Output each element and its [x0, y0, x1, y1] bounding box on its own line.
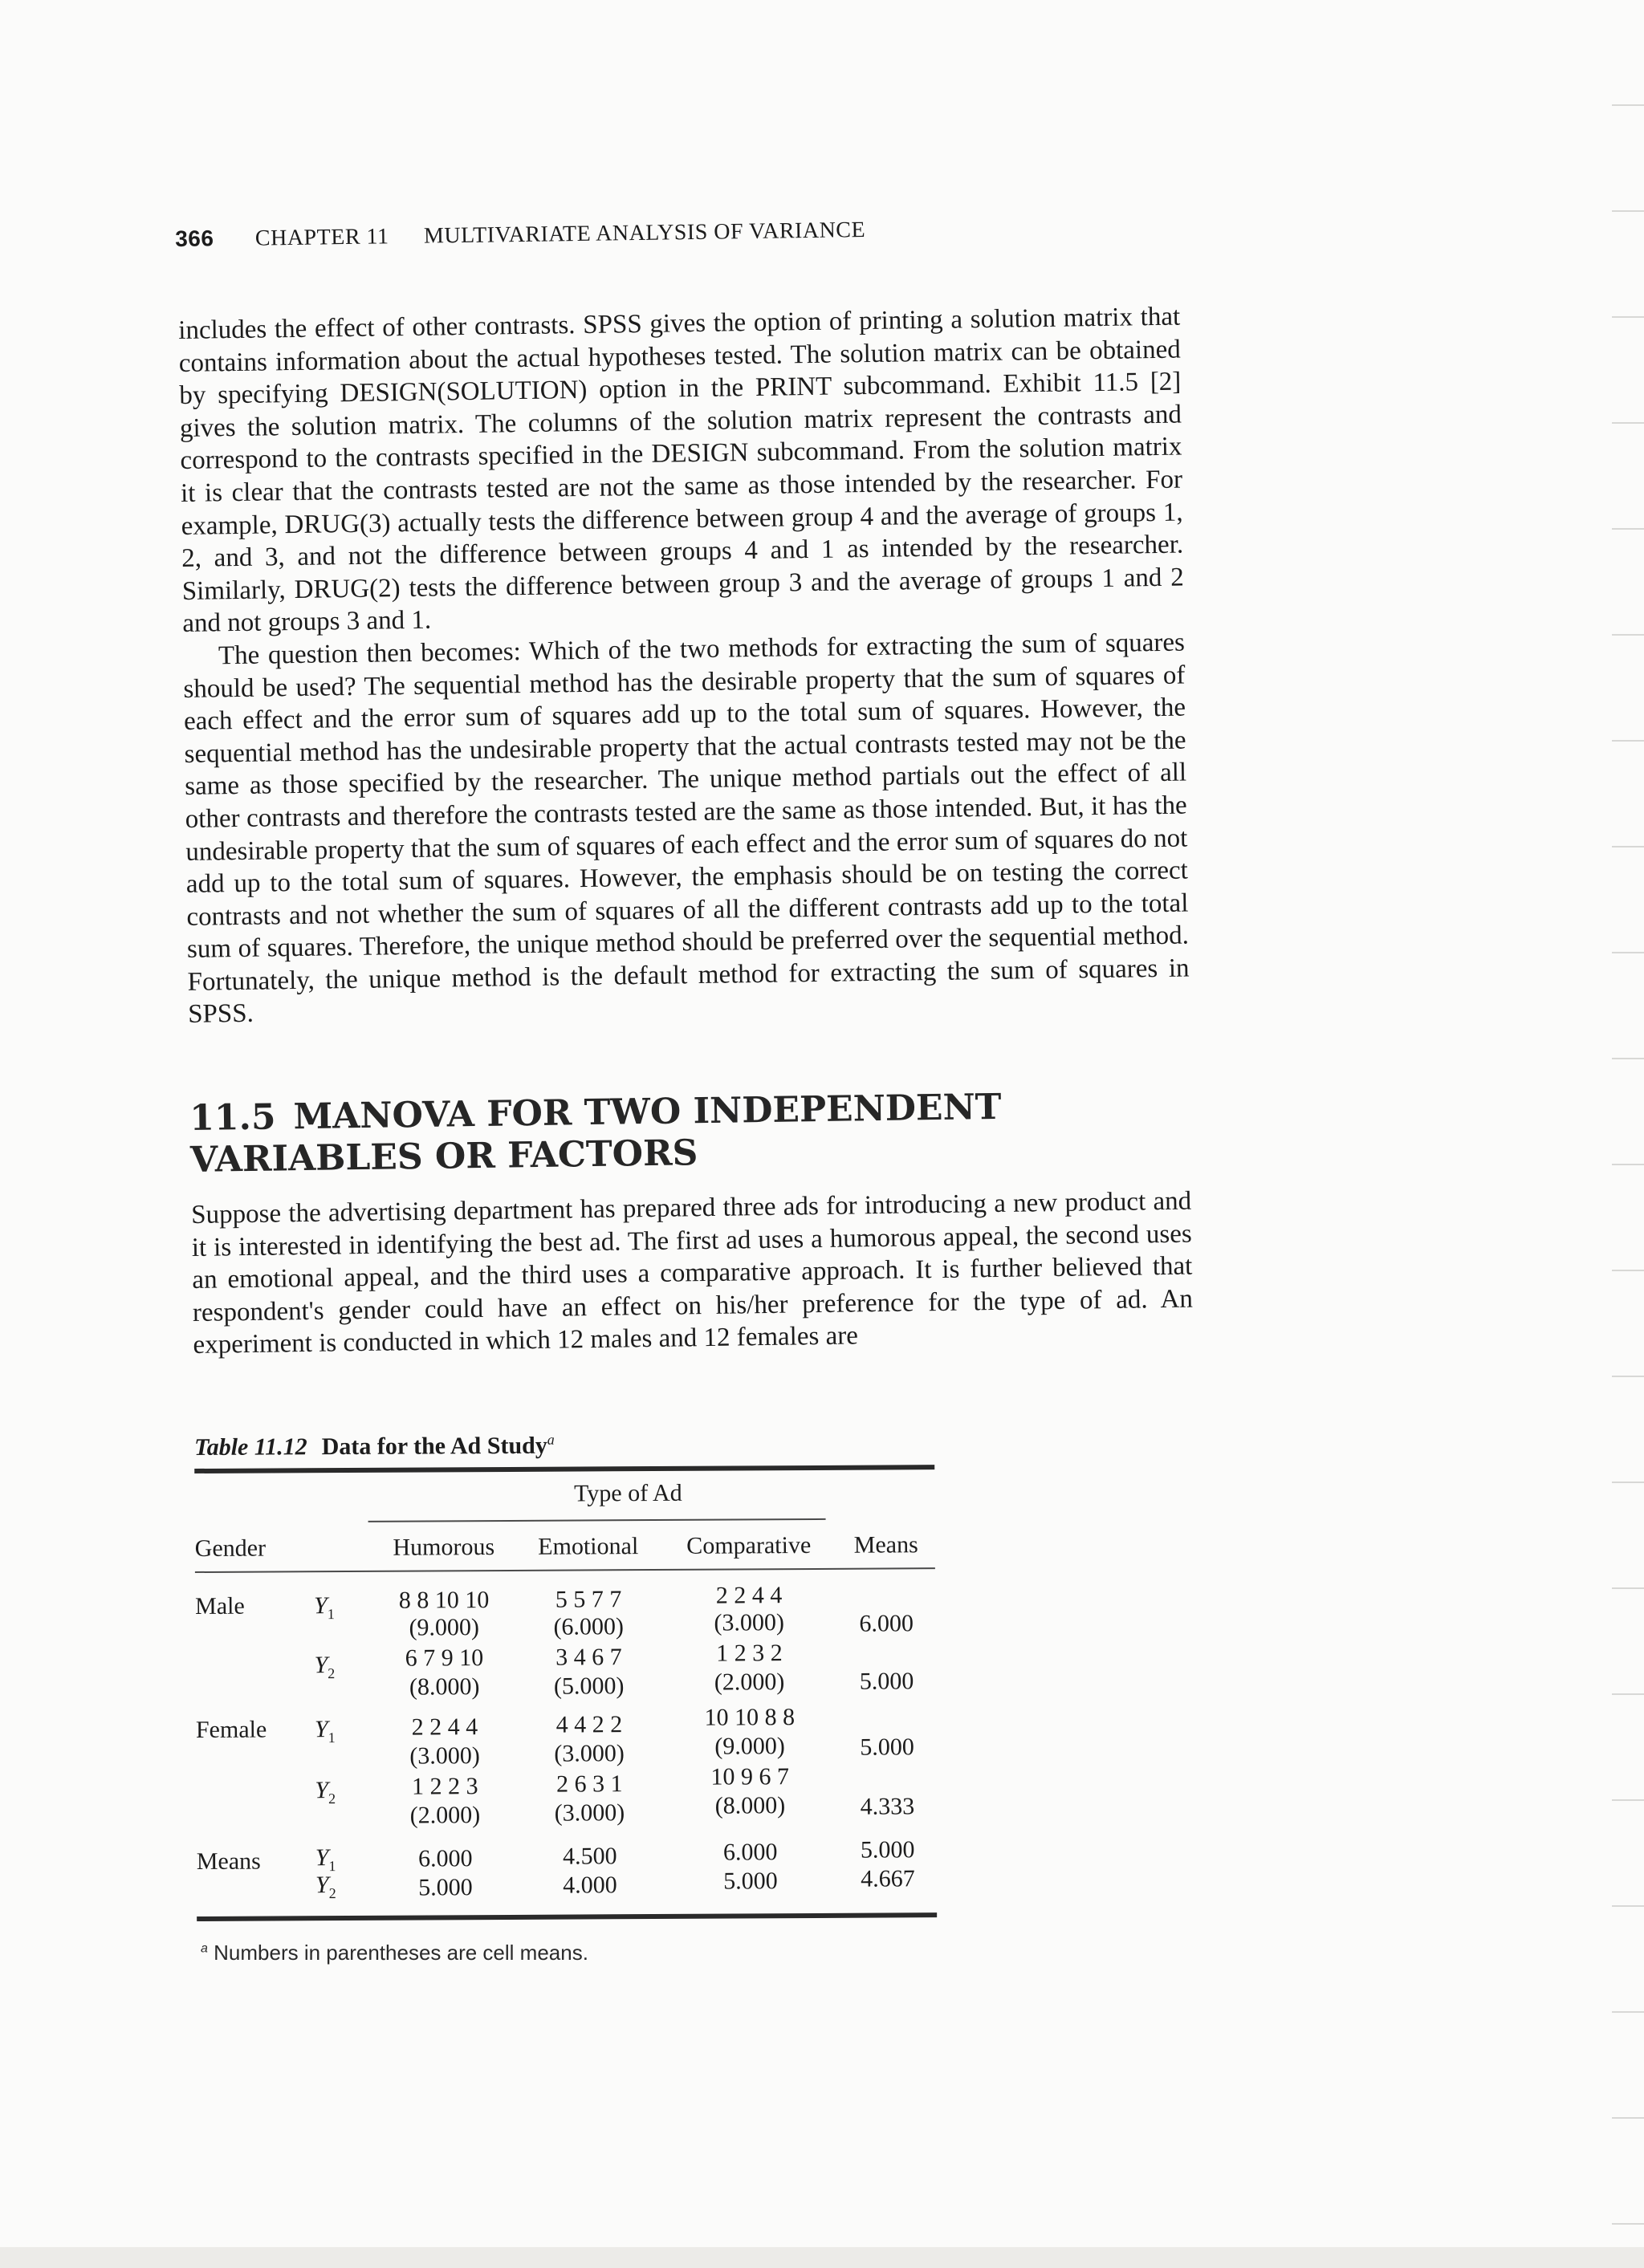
female-y1-comparative-mean: (9.000)	[714, 1733, 785, 1760]
male-y2-humorous-mean: (8.000)	[409, 1673, 480, 1701]
body-text	[178, 301, 1190, 1031]
var-y1: $Y_1$	[314, 1592, 335, 1623]
var-y1: $Y_1$	[315, 1844, 336, 1875]
male-y2-humorous: 6 7 9 10	[405, 1644, 484, 1672]
female-y1-emotional-mean: (3.000)	[554, 1740, 625, 1767]
means-y1-humorous: 6.000	[417, 1845, 473, 1872]
chapter-label: CHAPTER 11	[254, 224, 389, 251]
female-y1-comparative: 10 10 8 8	[704, 1704, 796, 1731]
section-text	[191, 1185, 1194, 1362]
female-y2-emotional-mean: (3.000)	[554, 1799, 625, 1827]
spanner-rule	[368, 1518, 826, 1522]
scan-bottom-band	[0, 2247, 1644, 2268]
var-y2: $Y_2$	[315, 1777, 336, 1807]
var-y2: $Y_2$	[314, 1652, 336, 1682]
header-rule	[195, 1567, 935, 1573]
female-y1-row-mean: 5.000	[860, 1734, 914, 1761]
means-y1-emotional: 4.500	[562, 1843, 617, 1870]
header-comparative: Comparative	[686, 1531, 812, 1559]
male-y1-row-mean: 6.000	[859, 1610, 914, 1637]
male-y1-comparative-mean: (3.000)	[714, 1609, 785, 1636]
data-table	[194, 1429, 937, 1921]
female-y2-comparative-mean: (8.000)	[714, 1792, 786, 1819]
table-number: Table 11.12	[194, 1433, 307, 1461]
means-y2-comparative: 5.000	[723, 1868, 778, 1895]
header-means: Means	[853, 1531, 918, 1559]
female-y1-humorous-mean: (3.000)	[409, 1742, 480, 1770]
table-title-mark: a	[547, 1431, 555, 1448]
paragraph-2: The question then becomes: Which of the two methods for extracting the sum of squares should be used? The sequential method has the desirable property that the sum of squares of each effect and the error sum of squares add up to the total sum of squares. However, the sequential method has the undesirable property that the actual contrasts tested may not be the same as those specified by the researcher. The unique method partials out the effect of all other contrasts and therefore the contrasts tested are the same as those intended. But, it has the undesirable property that the sum of squares of each effect and the error sum of squares do not add up to the total sum of squares. However, the emphasis should be on testing the correct contrasts and not whether the sum of squares of all the different contrasts add up to the total sum of squares. Therefore, the unique method should be preferred over the sequential method. Fortunately, the unique method is the default method for extracting the sum of squares in SPSS.	[183, 628, 1190, 1030]
section-paragraph: Suppose the advertising department has prepared three ads for introducing a new product and it is interested in identifying the best ad. The first ad uses a humorous appeal, the second uses an emotional appeal, and the third uses a comparative approach. It is further believed that respondent's gender could have an effect on his/her preference for the type of ad. An experiment is conducted in which 12 males and 12 females are	[191, 1186, 1194, 1360]
male-y2-emotional: 3 4 6 7	[555, 1644, 622, 1671]
male-y2-comparative-mean: (2.000)	[714, 1668, 785, 1696]
row-label-female: Female	[195, 1716, 267, 1743]
var-y2: $Y_2$	[315, 1872, 336, 1902]
means-y2-row-mean: 4.667	[861, 1865, 915, 1892]
male-y1-emotional-mean: (6.000)	[553, 1613, 625, 1640]
page-number: 366	[175, 226, 214, 251]
female-y2-humorous: 1 2 2 3	[411, 1773, 478, 1800]
row-label-male: Male	[195, 1592, 245, 1620]
header-humorous: Humorous	[393, 1534, 495, 1561]
table-title: Data for the Ad Study	[321, 1432, 547, 1461]
section-title-line2: VARIABLES OR FACTORS	[189, 1132, 698, 1181]
header-gender: Gender	[194, 1534, 267, 1562]
footnote-text: Numbers in parentheses are cell means.	[214, 1941, 588, 1965]
header-emotional: Emotional	[538, 1533, 639, 1560]
table-caption	[194, 1429, 934, 1465]
male-y1-comparative: 2 2 4 4	[715, 1582, 783, 1609]
means-y2-humorous: 5.000	[418, 1874, 473, 1901]
female-y2-humorous-mean: (2.000)	[409, 1802, 481, 1829]
male-y2-row-mean: 5.000	[859, 1668, 914, 1695]
female-y2-comparative: 10 9 6 7	[710, 1763, 790, 1790]
section-title-line1: MANOVA FOR TWO INDEPENDENT	[293, 1086, 1002, 1138]
female-y2-row-mean: 4.333	[860, 1793, 915, 1820]
table-bottom-rule	[197, 1912, 937, 1921]
means-y1-row-mean: 5.000	[860, 1836, 915, 1864]
table-footnote	[201, 1941, 588, 1965]
section-heading	[189, 1086, 1073, 1181]
running-head	[175, 212, 1186, 253]
footnote-mark: a	[201, 1941, 208, 1956]
male-y2-comparative: 1 2 3 2	[716, 1640, 783, 1667]
male-y1-humorous: 8 8 10 10	[398, 1587, 490, 1614]
row-label-means: Means	[196, 1847, 261, 1875]
page-edge	[1612, 0, 1644, 2268]
chapter-title: MULTIVARIATE ANALYSIS OF VARIANCE	[423, 217, 866, 249]
section-number: 11.5	[189, 1096, 276, 1139]
means-y2-emotional: 4.000	[563, 1872, 617, 1899]
female-y2-emotional: 2 6 3 1	[555, 1770, 623, 1798]
male-y1-humorous-mean: (9.000)	[409, 1614, 480, 1641]
var-y1: $Y_1$	[314, 1716, 336, 1746]
female-y1-emotional: 4 4 2 2	[555, 1711, 623, 1738]
paragraph-1: includes the effect of other contrasts. SPSS gives the option of printing a solution matrix that contains information about the actual hypotheses tested. The solution matrix can be obtained by specifying DESIGN(SOLUTION) option in the PRINT subcommand. Exhibit 11.5 [2] gives the solution matrix. The columns of the solution matrix represent the contrasts and correspond to the contrasts specified in the DESIGN subcommand. From the solution matrix it is clear that the contrasts tested are not the same as those intended by the researcher. For example, DRUG(3) actually tests the difference between group 4 and the average of groups 1, 2, and 3, and not the difference between groups 4 and 1 as intended by the researcher. Similarly, DRUG(2) tests the difference between group 3 and the average of groups 1 and 2 and not groups 3 and 1.	[178, 302, 1184, 639]
female-y1-humorous: 2 2 4 4	[411, 1713, 478, 1741]
spanner-type-of-ad: Type of Ad	[574, 1479, 682, 1507]
means-y1-comparative: 6.000	[722, 1839, 778, 1866]
male-y2-emotional-mean: (5.000)	[553, 1673, 625, 1700]
male-y1-emotional: 5 5 7 7	[555, 1586, 622, 1613]
table-grid	[194, 1469, 937, 1913]
